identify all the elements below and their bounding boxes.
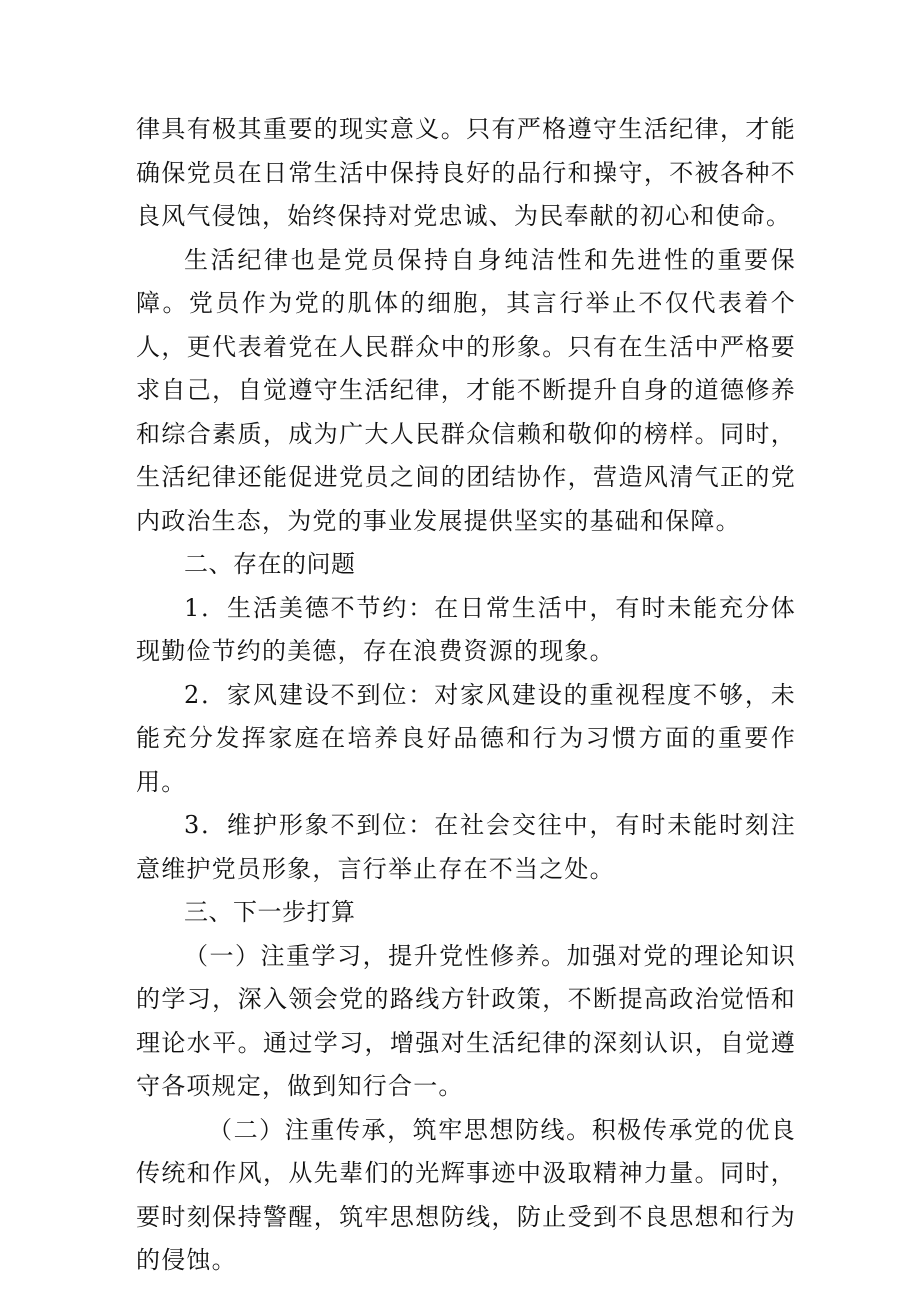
paragraph-discipline-guarantee: 生活纪律也是党员保持自身纯洁性和先进性的重要保障。党员作为党的肌体的细胞，其言行举止不仅代表着个人，更代表着党在人民群众中的形象。只有在生活中严格要求自己，自觉遵守生活纪律，才能不断提升自身的道德修养和综合素质，成为广大人民群众信赖和敬仰的榜样。同时，生活纪律还能促进党员之间的团结协作，营造风清气正的党内政治生态，为党的事业发展提供坚实的基础和保障。 <box>136 245 796 535</box>
plan-item-2: （二）注重传承，筑牢思想防线。积极传承党的优良传统和作风，从先辈们的光辉事迹中汲取精神力量。同时，要时刻保持警醒，筑牢思想防线，防止受到不良思想和行为的侵蚀。 <box>136 1115 796 1274</box>
document-body <box>136 108 796 1283</box>
section-heading-problems: 二、存在的问题 <box>184 550 356 578</box>
problem-item-1: 1．生活美德不节约：在日常生活中，有时未能充分体现勤俭节约的美德，存在浪费资源的现象。 <box>136 593 796 665</box>
paragraph-continuation: 律具有极其重要的现实意义。只有严格遵守生活纪律，才能确保党员在日常生活中保持良好的品行和操守，不被各种不良风气侵蚀，始终保持对党忠诚、为民奉献的初心和使命。 <box>136 115 796 230</box>
problem-item-3: 3．维护形象不到位：在社会交往中，有时未能时刻注意维护党员形象，言行举止存在不当之处。 <box>136 811 796 883</box>
section-heading-next-steps: 三、下一步打算 <box>184 898 356 926</box>
problem-item-2: 2．家风建设不到位：对家风建设的重视程度不够，未能充分发挥家庭在培养良好品德和行为习惯方面的重要作用。 <box>136 680 796 796</box>
plan-item-1: （一）注重学习，提升党性修养。加强对党的理论知识的学习，深入领会党的路线方针政策，不断提高政治觉悟和理论水平。通过学习，增强对生活纪律的深刻认识，自觉遵守各项规定，做到知行合一。 <box>136 941 796 1100</box>
